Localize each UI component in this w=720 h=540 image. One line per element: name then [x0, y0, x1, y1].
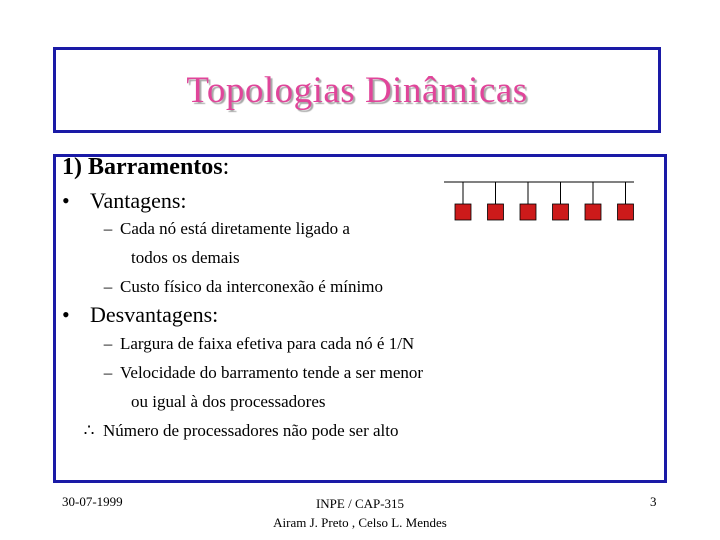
disadvantages-label: Desvantagens: [90, 302, 219, 327]
section-heading-colon: : [222, 154, 230, 180]
section-heading [62, 154, 229, 181]
advantage-item-1-line1: Cada nó está diretamente ligado a [120, 219, 350, 238]
bus-topology-diagram [444, 178, 636, 226]
processor-node [553, 204, 569, 220]
footer-credits [260, 494, 460, 532]
title-frame [53, 47, 661, 133]
footer-page-number: 3 [650, 494, 657, 509]
advantage-item-1-cont [131, 248, 240, 268]
footer-date: 30-07-1999 [62, 494, 123, 509]
processor-node [618, 204, 634, 220]
dash-marker: – [103, 219, 113, 238]
bullet-marker: • [62, 188, 70, 213]
processor-node [585, 204, 601, 220]
bus-nodes [455, 182, 634, 220]
disadvantage-item-1 [96, 334, 414, 354]
processor-node [488, 204, 504, 220]
advantage-item-1-line2: todos os demais [131, 248, 240, 267]
processor-node [520, 204, 536, 220]
disadvantage-item-2 [96, 363, 423, 383]
advantage-item-1 [96, 219, 350, 239]
disadvantage-item-1-line1: Largura de faixa efetiva para cada nó é 1/N [120, 334, 415, 353]
dash-marker: – [103, 363, 113, 382]
disadvantages-bullet [62, 302, 218, 328]
bullet-marker: • [62, 302, 70, 327]
disadvantage-item-2-cont [131, 392, 326, 412]
footer-course: INPE / CAP-315 [315, 496, 405, 511]
advantages-label: Vantagens: [90, 188, 187, 213]
conclusion [75, 421, 399, 441]
dash-marker: – [103, 277, 113, 296]
processor-node [455, 204, 471, 220]
slide-title: Topologias Dinâmicas [186, 69, 528, 111]
disadvantage-item-2-line2: ou igual à dos processadores [131, 392, 326, 411]
therefore-symbol: ∴ [83, 421, 95, 440]
advantage-item-2-line1: Custo físico da interconexão é mínimo [120, 277, 383, 296]
disadvantage-item-2-line1: Velocidade do barramento tende a ser menor [120, 363, 424, 382]
dash-marker: – [103, 334, 113, 353]
footer-authors: Airam J. Preto , Celso L. Mendes [273, 515, 447, 530]
section-heading-bold: 1) Barramentos [62, 154, 223, 180]
conclusion-text: Número de processadores não pode ser alto [103, 421, 399, 440]
advantage-item-2 [96, 277, 383, 297]
advantages-bullet [62, 188, 187, 214]
